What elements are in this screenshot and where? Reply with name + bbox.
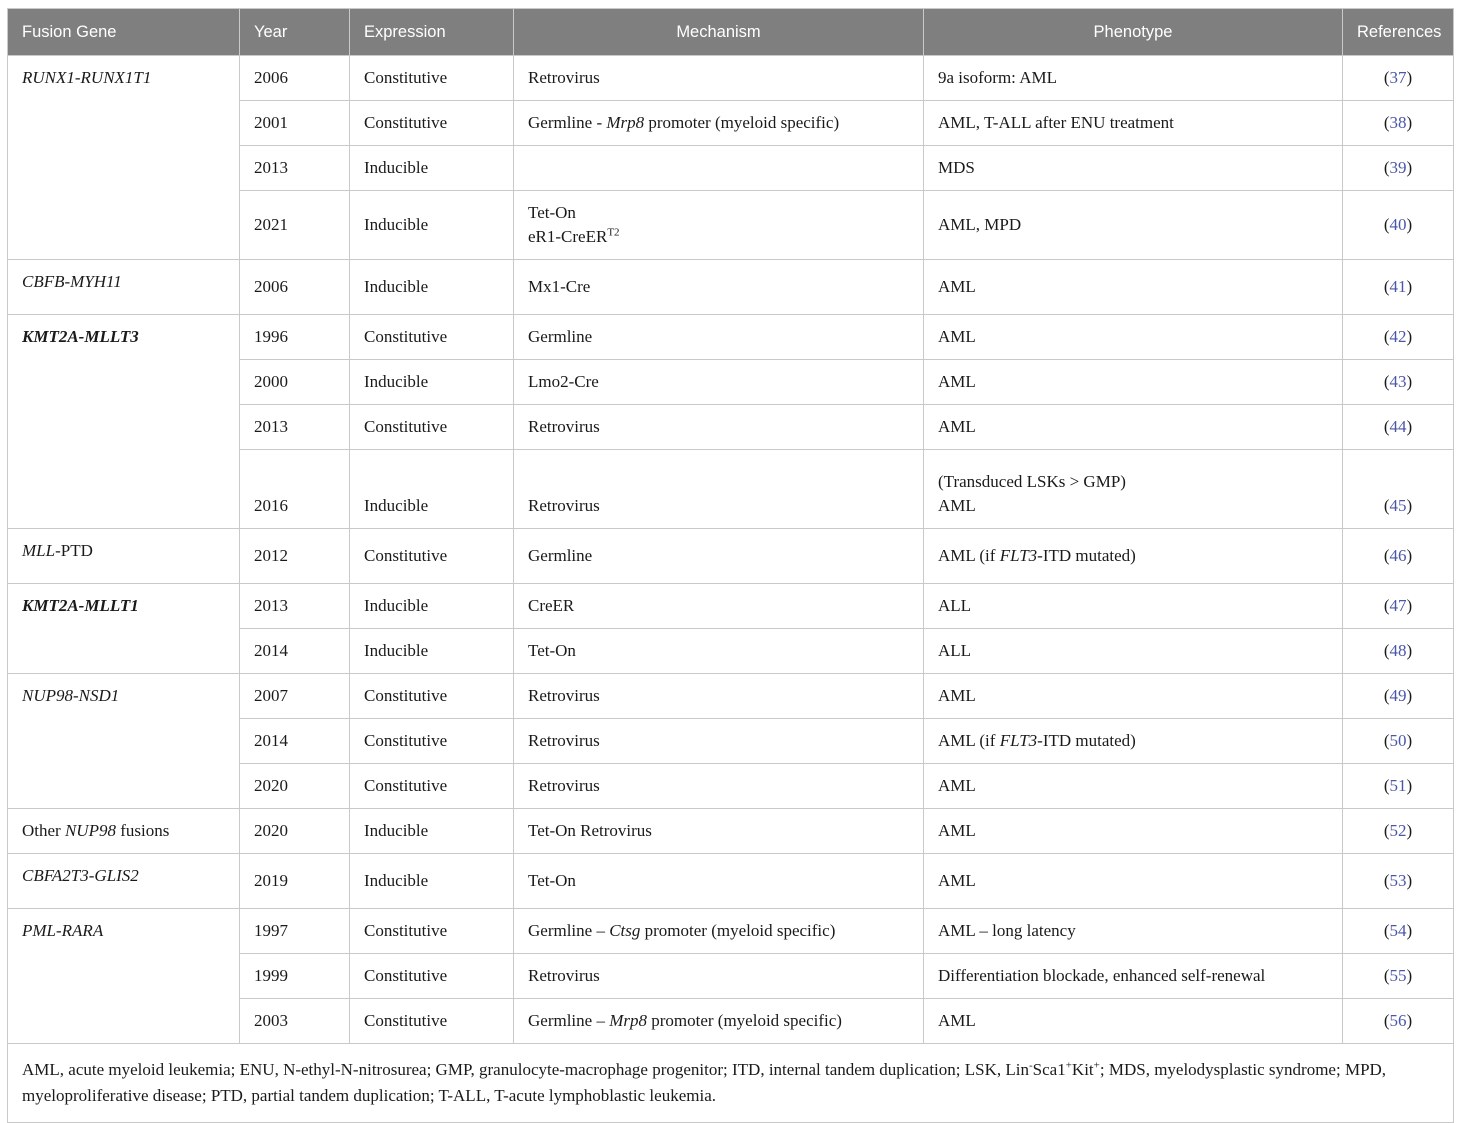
fusion-gene-name: PML-RARA <box>22 921 104 940</box>
fusion-gene-cell <box>8 260 240 315</box>
phenotype-cell: AML <box>924 854 1343 909</box>
expression-cell: Constitutive <box>350 719 514 764</box>
mechanism-cell: CreER <box>514 584 924 629</box>
reference-cell: (45) <box>1343 450 1454 529</box>
reference-cell: (43) <box>1343 360 1454 405</box>
footnote-row <box>8 1044 1454 1123</box>
mechanism-cell: Lmo2-Cre <box>514 360 924 405</box>
year-cell: 2001 <box>240 101 350 146</box>
fusion-gene-cell: Other NUP98 fusions <box>8 809 240 854</box>
reference-cell: (56) <box>1343 999 1454 1044</box>
expression-cell: Inducible <box>350 629 514 674</box>
fusion-gene-cell <box>8 56 240 260</box>
table-row <box>8 260 1454 315</box>
expression-cell: Constitutive <box>350 56 514 101</box>
year-cell: 2013 <box>240 146 350 191</box>
expression-cell: Constitutive <box>350 405 514 450</box>
expression-cell: Inducible <box>350 854 514 909</box>
reference-link[interactable]: 43 <box>1389 372 1407 391</box>
header-expression: Expression <box>350 9 514 56</box>
mechanism-cell: Retrovirus <box>514 719 924 764</box>
year-cell: 1996 <box>240 315 350 360</box>
reference-cell: (55) <box>1343 954 1454 999</box>
fusion-gene-cell <box>8 674 240 809</box>
mechanism-cell: Tet-On Retrovirus <box>514 809 924 854</box>
fusion-gene-cell <box>8 584 240 674</box>
reference-cell: (42) <box>1343 315 1454 360</box>
fusion-gene-name: CBFA2T3-GLIS2 <box>22 866 139 885</box>
header-phenotype: Phenotype <box>924 9 1343 56</box>
expression-cell: Constitutive <box>350 909 514 954</box>
phenotype-cell: ALL <box>924 584 1343 629</box>
mechanism-cell: Germline - Mrp8 promoter (myeloid specific) <box>514 101 924 146</box>
table-row <box>8 584 1454 629</box>
reference-cell: (49) <box>1343 674 1454 719</box>
reference-link[interactable]: 50 <box>1389 731 1407 750</box>
table-row <box>8 854 1454 909</box>
expression-cell: Constitutive <box>350 529 514 584</box>
header-fusion-gene: Fusion Gene <box>8 9 240 56</box>
reference-link[interactable]: 44 <box>1389 417 1407 436</box>
mechanism-cell: Retrovirus <box>514 56 924 101</box>
mechanism-cell: Retrovirus <box>514 954 924 999</box>
year-cell: 1997 <box>240 909 350 954</box>
year-cell: 1999 <box>240 954 350 999</box>
phenotype-cell: Differentiation blockade, enhanced self-renewal <box>924 954 1343 999</box>
year-cell: 2014 <box>240 719 350 764</box>
fusion-gene-name: CBFB-MYH11 <box>22 272 122 291</box>
fusion-gene-name: RUNX1-RUNX1T1 <box>22 68 152 87</box>
reference-cell: (51) <box>1343 764 1454 809</box>
reference-link[interactable]: 53 <box>1389 871 1407 890</box>
mechanism-cell: Tet-On eR1-CreER$^{T2}$ <box>514 191 924 260</box>
reference-cell: (38) <box>1343 101 1454 146</box>
mechanism-cell: Retrovirus <box>514 405 924 450</box>
phenotype-cell: AML (if FLT3-ITD mutated) <box>924 529 1343 584</box>
reference-link[interactable]: 42 <box>1389 327 1407 346</box>
expression-cell: Constitutive <box>350 764 514 809</box>
expression-cell: Constitutive <box>350 954 514 999</box>
year-cell: 2020 <box>240 764 350 809</box>
year-cell: 2006 <box>240 260 350 315</box>
header-row <box>8 9 1454 56</box>
reference-cell: (50) <box>1343 719 1454 764</box>
phenotype-cell: AML <box>924 674 1343 719</box>
year-cell: 2020 <box>240 809 350 854</box>
reference-link[interactable]: 39 <box>1389 158 1407 177</box>
mechanism-cell: Retrovirus <box>514 450 924 529</box>
reference-link[interactable]: 49 <box>1389 686 1407 705</box>
expression-cell: Constitutive <box>350 674 514 719</box>
expression-cell: Constitutive <box>350 315 514 360</box>
fusion-gene-name: KMT2A-MLLT3 <box>22 327 139 346</box>
reference-cell: (39) <box>1343 146 1454 191</box>
phenotype-cell: AML <box>924 999 1343 1044</box>
phenotype-cell: AML (if FLT3-ITD mutated) <box>924 719 1343 764</box>
year-cell: 2000 <box>240 360 350 405</box>
fusion-gene-cell <box>8 854 240 909</box>
reference-cell: (41) <box>1343 260 1454 315</box>
phenotype-cell: AML – long latency <box>924 909 1343 954</box>
fusion-gene-cell: MLL-PTD <box>8 529 240 584</box>
phenotype-cell: AML <box>924 405 1343 450</box>
table-row <box>8 909 1454 954</box>
phenotype-cell: AML, T-ALL after ENU treatment <box>924 101 1343 146</box>
expression-cell: Inducible <box>350 260 514 315</box>
reference-link[interactable]: 55 <box>1389 966 1407 985</box>
reference-link[interactable]: 52 <box>1389 821 1407 840</box>
reference-cell: (40) <box>1343 191 1454 260</box>
mechanism-cell: Mx1-Cre <box>514 260 924 315</box>
expression-cell: Inducible <box>350 146 514 191</box>
reference-cell: (37) <box>1343 56 1454 101</box>
phenotype-cell: AML <box>924 360 1343 405</box>
fusion-gene-name: KMT2A-MLLT1 <box>22 596 139 615</box>
expression-cell: Inducible <box>350 450 514 529</box>
table-footnote: AML, acute myeloid leukemia; ENU, N-ethyl-N-nitrosurea; GMP, granulocyte-macrophage progenitor; ITD, internal tandem duplication; LSK, Lin-Sca1+Kit+; MDS, myelodysplastic syndrome; MPD, myeloproliferative disease; PTD, partial tandem duplication; T-ALL, T-acute lymphoblastic leukemia. <box>8 1044 1454 1123</box>
expression-cell: Constitutive <box>350 101 514 146</box>
mechanism-cell: Retrovirus <box>514 764 924 809</box>
mechanism-cell: Tet-On <box>514 854 924 909</box>
fusion-gene-table <box>7 8 1454 1123</box>
mechanism-cell: Retrovirus <box>514 674 924 719</box>
year-cell: 2013 <box>240 405 350 450</box>
table-container <box>7 8 1453 1123</box>
header-year: Year <box>240 9 350 56</box>
reference-link[interactable]: 46 <box>1389 546 1407 565</box>
year-cell: 2006 <box>240 56 350 101</box>
mechanism-cell: Germline <box>514 315 924 360</box>
reference-link[interactable]: 38 <box>1389 113 1407 132</box>
mechanism-cell: Tet-On <box>514 629 924 674</box>
expression-cell: Inducible <box>350 809 514 854</box>
table-row <box>8 809 1454 854</box>
phenotype-cell: AML <box>924 315 1343 360</box>
reference-link[interactable]: 51 <box>1389 776 1407 795</box>
year-cell: 2007 <box>240 674 350 719</box>
year-cell: 2014 <box>240 629 350 674</box>
reference-cell: (53) <box>1343 854 1454 909</box>
mechanism-cell: Germline <box>514 529 924 584</box>
table-row <box>8 674 1454 719</box>
expression-cell: Constitutive <box>350 999 514 1044</box>
reference-link[interactable]: 37 <box>1389 68 1407 87</box>
fusion-gene-name: NUP98-NSD1 <box>22 686 120 705</box>
reference-link[interactable]: 40 <box>1389 215 1407 234</box>
mechanism-cell: Germline – Ctsg promoter (myeloid specific) <box>514 909 924 954</box>
phenotype-cell: 9a isoform: AML <box>924 56 1343 101</box>
expression-cell: Inducible <box>350 360 514 405</box>
fusion-gene-name: NUP98 <box>64 821 116 840</box>
year-cell: 2012 <box>240 529 350 584</box>
fusion-gene-cell <box>8 315 240 529</box>
year-cell: 2021 <box>240 191 350 260</box>
phenotype-cell: AML <box>924 809 1343 854</box>
reference-link[interactable]: 45 <box>1389 496 1407 515</box>
reference-link[interactable]: 47 <box>1389 596 1407 615</box>
reference-link[interactable]: 41 <box>1389 277 1407 296</box>
header-references: References <box>1343 9 1454 56</box>
table-row <box>8 529 1454 584</box>
reference-cell: (52) <box>1343 809 1454 854</box>
expression-cell: Inducible <box>350 191 514 260</box>
phenotype-cell: AML <box>924 764 1343 809</box>
fusion-gene-cell <box>8 909 240 1044</box>
reference-cell: (47) <box>1343 584 1454 629</box>
phenotype-cell: ALL <box>924 629 1343 674</box>
phenotype-cell: MDS <box>924 146 1343 191</box>
reference-link[interactable]: 54 <box>1389 921 1407 940</box>
table-row <box>8 315 1454 360</box>
year-cell: 2003 <box>240 999 350 1044</box>
mechanism-cell <box>514 146 924 191</box>
fusion-gene-name: MLL <box>22 541 56 560</box>
phenotype-cell: AML <box>924 260 1343 315</box>
table-row <box>8 56 1454 101</box>
reference-cell: (46) <box>1343 529 1454 584</box>
header-mechanism: Mechanism <box>514 9 924 56</box>
year-cell: 2019 <box>240 854 350 909</box>
phenotype-cell: (Transduced LSKs > GMP) AML <box>924 450 1343 529</box>
year-cell: 2016 <box>240 450 350 529</box>
reference-link[interactable]: 48 <box>1389 641 1407 660</box>
reference-cell: (54) <box>1343 909 1454 954</box>
expression-cell: Inducible <box>350 584 514 629</box>
reference-link[interactable]: 56 <box>1389 1011 1407 1030</box>
phenotype-cell: AML, MPD <box>924 191 1343 260</box>
reference-cell: (44) <box>1343 405 1454 450</box>
reference-cell: (48) <box>1343 629 1454 674</box>
mechanism-cell: Germline – Mrp8 promoter (myeloid specific) <box>514 999 924 1044</box>
year-cell: 2013 <box>240 584 350 629</box>
